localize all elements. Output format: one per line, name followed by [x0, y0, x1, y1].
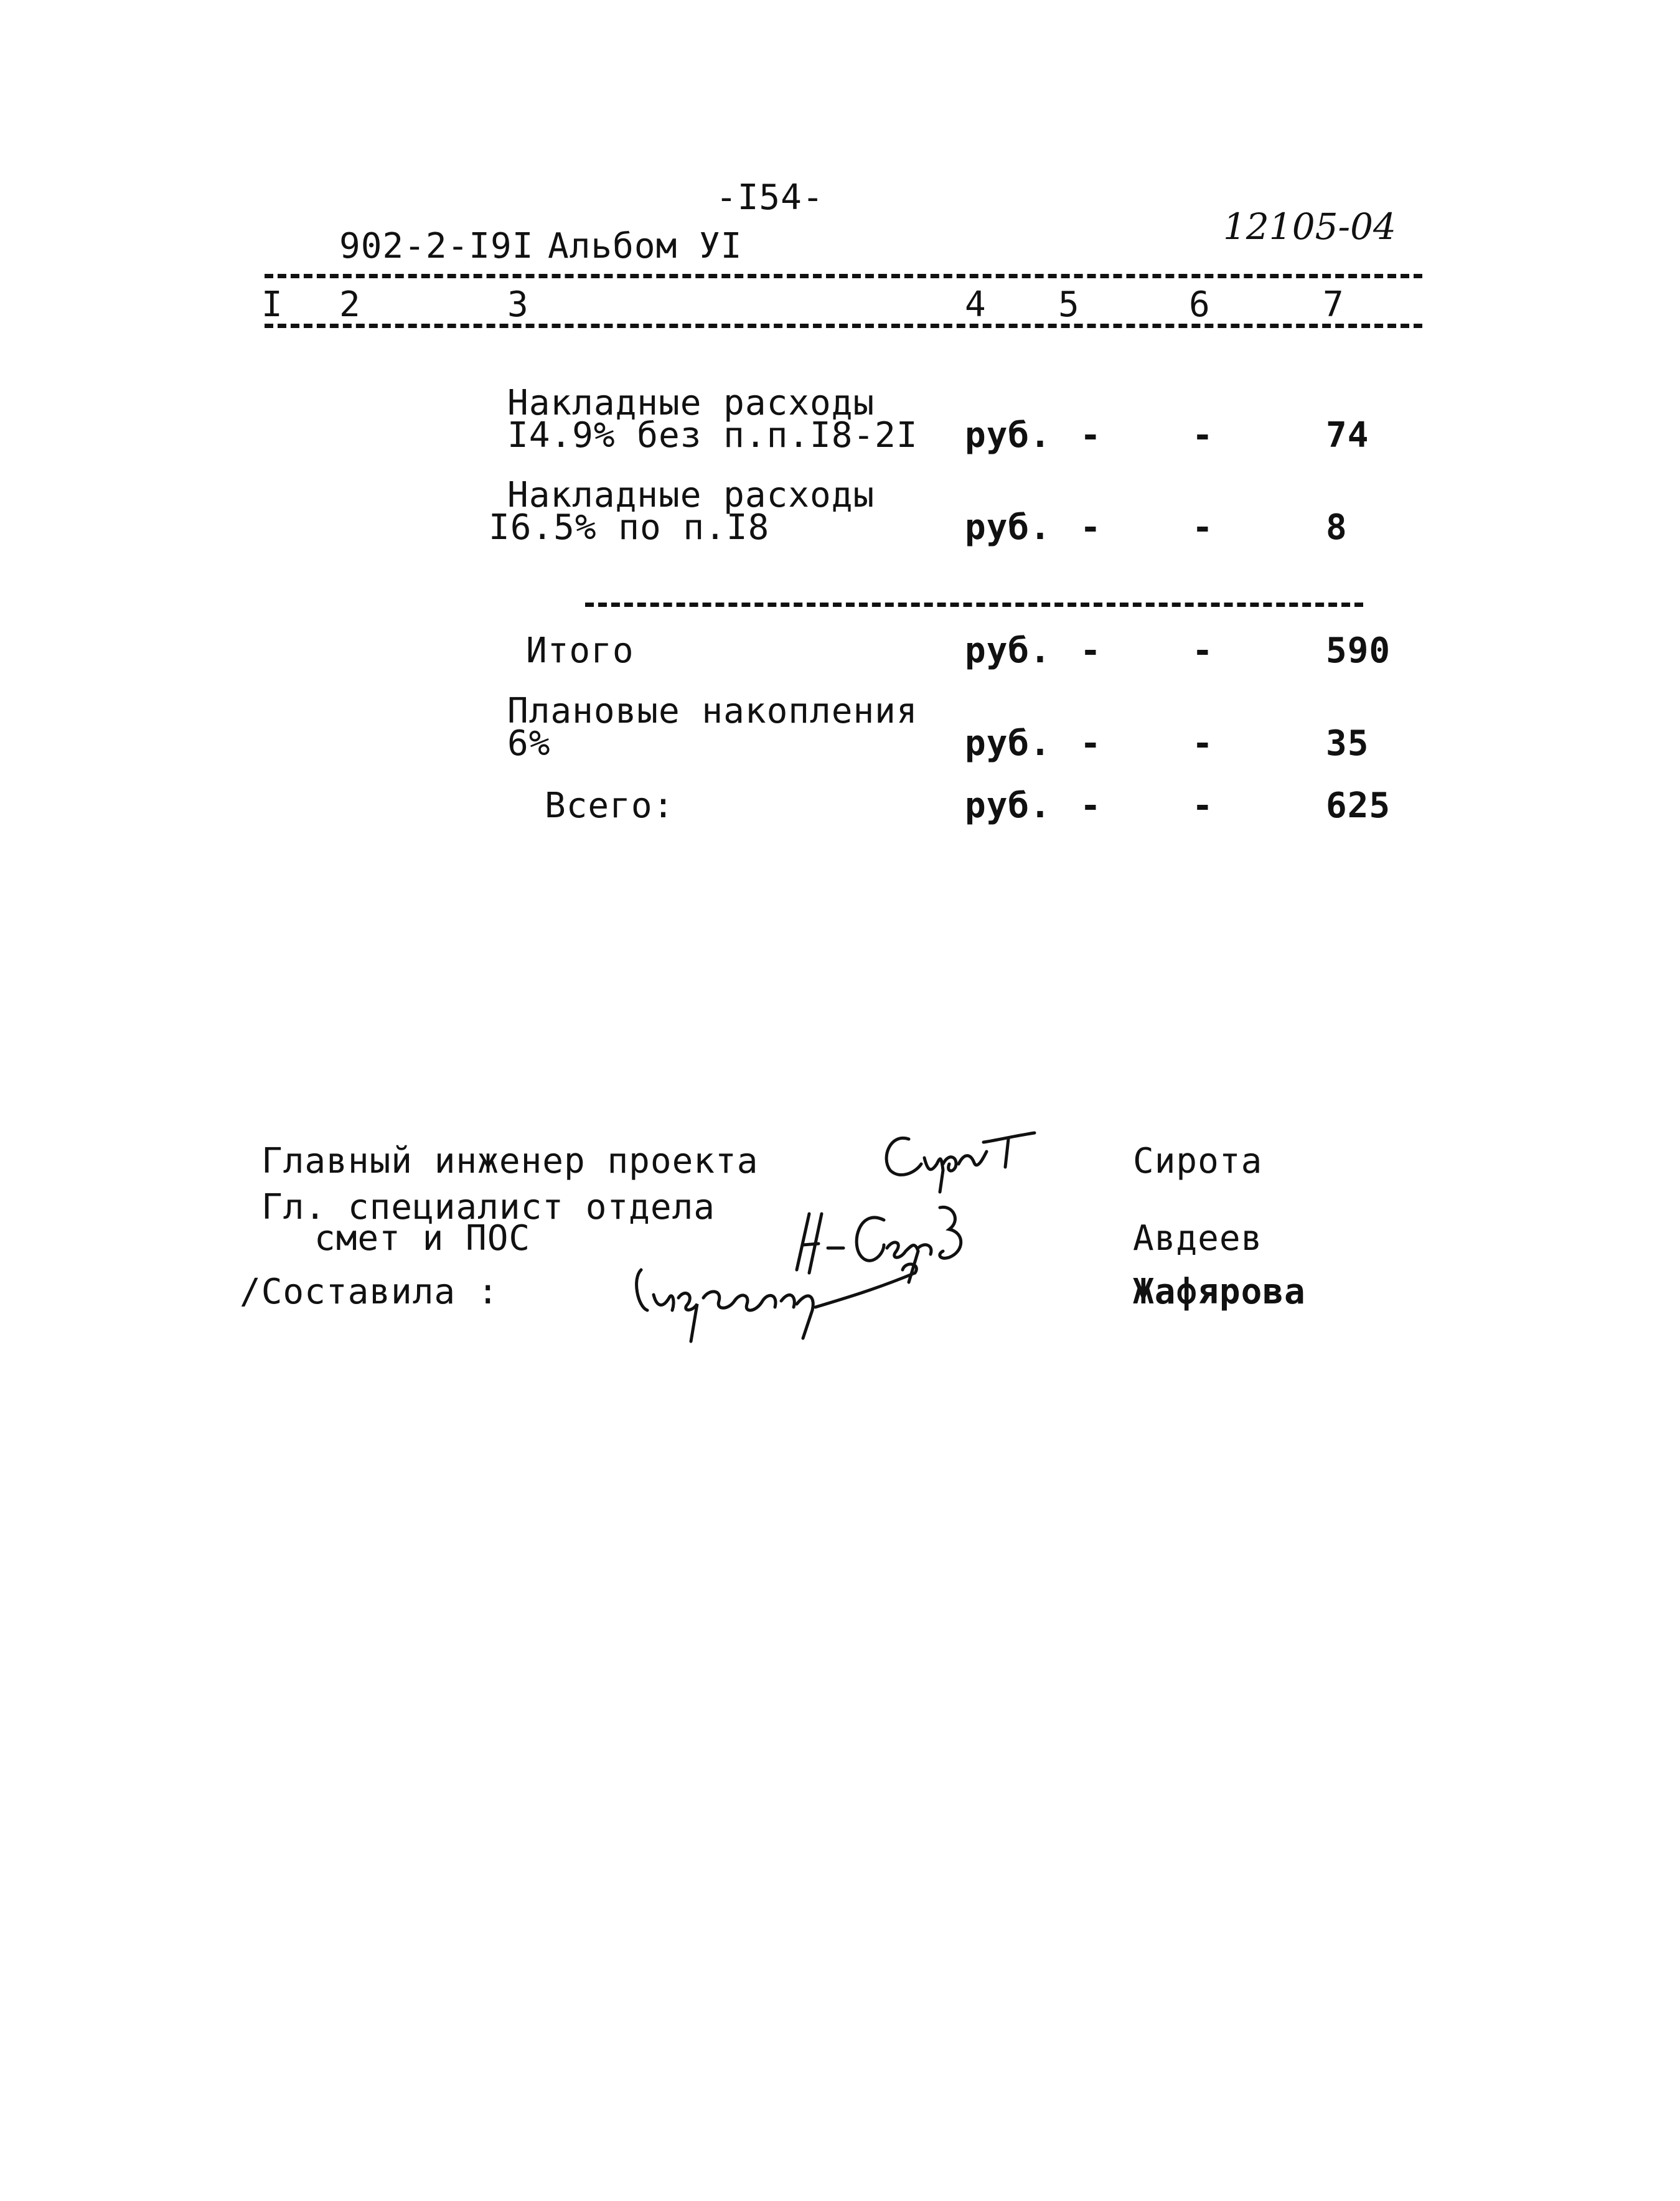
planned-savings-col5: -	[1080, 723, 1102, 764]
grand-total-label: Всего:	[545, 786, 675, 826]
row-description: Накладные расходы	[507, 475, 875, 515]
signature-role: Гл. специалист отдела	[261, 1187, 716, 1227]
row-description-detail: I6.5% по п.I8	[489, 507, 770, 548]
row-col6: -	[1192, 507, 1214, 548]
signatory-name: Сирота	[1133, 1141, 1263, 1181]
column-header-6: 6	[1189, 284, 1211, 325]
total-col5: -	[1080, 631, 1102, 671]
signature-role: /Составила :	[240, 1272, 499, 1312]
column-header-5: 5	[1058, 284, 1080, 325]
total-unit: руб.	[965, 631, 1051, 671]
signature-image	[629, 1251, 927, 1345]
signatory-name: Жафярова	[1133, 1272, 1306, 1312]
row-unit: руб.	[965, 415, 1051, 456]
row-value: 8	[1326, 507, 1348, 548]
signature-role: Главный инженер проекта	[261, 1141, 759, 1181]
handwritten-code: 12105-04	[1223, 205, 1396, 248]
page-number: -I54-	[716, 177, 824, 218]
signature-image	[871, 1114, 1046, 1195]
signatory-name: Авдеев	[1133, 1218, 1263, 1259]
total-label: Итого	[526, 631, 634, 671]
column-header-4: 4	[965, 284, 987, 325]
subtotal-rule	[585, 603, 1363, 607]
row-col5: -	[1080, 507, 1102, 548]
column-header-2: 2	[339, 284, 361, 325]
column-header-1: I	[261, 284, 283, 325]
row-value: 74	[1326, 415, 1369, 456]
row-col5: -	[1080, 415, 1102, 456]
grand-total-value: 625	[1326, 786, 1391, 826]
total-col6: -	[1192, 631, 1214, 671]
grand-total-col5: -	[1080, 786, 1102, 826]
grand-total-unit: руб.	[965, 786, 1051, 826]
header-rule-bottom	[265, 324, 1422, 328]
total-value: 590	[1326, 631, 1391, 671]
planned-savings-label: Плановые накопления	[507, 691, 918, 731]
signature-role-detail: смет и ПОС	[314, 1218, 531, 1259]
row-unit: руб.	[965, 507, 1051, 548]
planned-savings-col6: -	[1192, 723, 1214, 764]
column-header-7: 7	[1323, 284, 1344, 325]
planned-savings-value: 35	[1326, 723, 1369, 764]
row-col6: -	[1192, 415, 1214, 456]
grand-total-col6: -	[1192, 786, 1214, 826]
column-header-3: 3	[507, 284, 529, 325]
album-label: Альбом УI	[548, 226, 743, 266]
planned-savings-unit: руб.	[965, 723, 1051, 764]
row-description-detail: I4.9% без п.п.I8-2I	[507, 415, 918, 456]
document-code: 902-2-I9I	[339, 226, 534, 266]
header-rule-top	[265, 274, 1422, 278]
row-description: Накладные расходы	[507, 383, 875, 423]
planned-savings-rate: 6%	[507, 723, 551, 764]
